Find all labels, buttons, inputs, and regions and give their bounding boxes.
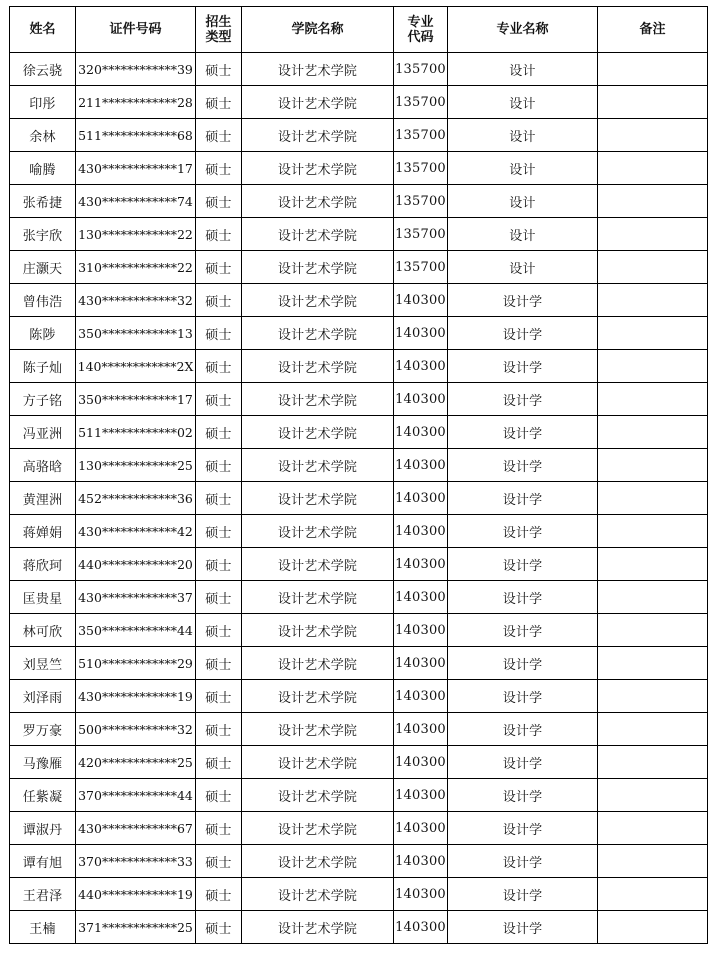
cell-name: 张宇欣 xyxy=(10,218,76,251)
cell-major-code: 140300 xyxy=(394,416,448,449)
cell-name: 刘昱竺 xyxy=(10,647,76,680)
cell-major-name: 设计学 xyxy=(448,284,598,317)
table-row xyxy=(10,185,708,218)
cell-remark xyxy=(598,548,708,581)
admission-list-sheet xyxy=(9,6,708,944)
header-remark: 备注 xyxy=(598,7,708,53)
cell-college: 设计艺术学院 xyxy=(242,449,394,482)
cell-name: 蒋欣珂 xyxy=(10,548,76,581)
cell-college: 设计艺术学院 xyxy=(242,185,394,218)
cell-remark xyxy=(598,284,708,317)
cell-enroll-type: 硕士 xyxy=(196,119,242,152)
cell-major-name: 设计学 xyxy=(448,317,598,350)
cell-remark xyxy=(598,614,708,647)
cell-major-code: 135700 xyxy=(394,251,448,284)
cell-college: 设计艺术学院 xyxy=(242,152,394,185)
cell-name: 蒋婵娟 xyxy=(10,515,76,548)
cell-college: 设计艺术学院 xyxy=(242,350,394,383)
cell-college: 设计艺术学院 xyxy=(242,515,394,548)
cell-college: 设计艺术学院 xyxy=(242,845,394,878)
cell-remark xyxy=(598,218,708,251)
table-row xyxy=(10,317,708,350)
cell-enroll-type: 硕士 xyxy=(196,53,242,86)
cell-major-name: 设计学 xyxy=(448,548,598,581)
cell-major-code: 140300 xyxy=(394,911,448,944)
table-row xyxy=(10,647,708,680)
cell-enroll-type: 硕士 xyxy=(196,713,242,746)
table-row xyxy=(10,911,708,944)
cell-id-number: 130************22 xyxy=(76,218,196,251)
cell-id-number: 370************33 xyxy=(76,845,196,878)
cell-name: 陈子灿 xyxy=(10,350,76,383)
table-row xyxy=(10,53,708,86)
cell-major-code: 135700 xyxy=(394,86,448,119)
table-row xyxy=(10,119,708,152)
cell-college: 设计艺术学院 xyxy=(242,911,394,944)
cell-major-name: 设计学 xyxy=(448,746,598,779)
cell-id-number: 420************25 xyxy=(76,746,196,779)
cell-major-name: 设计学 xyxy=(448,779,598,812)
cell-name: 刘泽雨 xyxy=(10,680,76,713)
cell-remark xyxy=(598,185,708,218)
cell-major-name: 设计学 xyxy=(448,845,598,878)
cell-enroll-type: 硕士 xyxy=(196,284,242,317)
cell-enroll-type: 硕士 xyxy=(196,482,242,515)
cell-major-name: 设计 xyxy=(448,185,598,218)
cell-name: 王君泽 xyxy=(10,878,76,911)
cell-id-number: 440************19 xyxy=(76,878,196,911)
cell-name: 曾伟浩 xyxy=(10,284,76,317)
cell-remark xyxy=(598,350,708,383)
cell-enroll-type: 硕士 xyxy=(196,614,242,647)
cell-enroll-type: 硕士 xyxy=(196,251,242,284)
cell-name: 马豫雁 xyxy=(10,746,76,779)
cell-major-code: 140300 xyxy=(394,812,448,845)
cell-major-code: 140300 xyxy=(394,581,448,614)
cell-college: 设计艺术学院 xyxy=(242,251,394,284)
cell-college: 设计艺术学院 xyxy=(242,713,394,746)
cell-remark xyxy=(598,416,708,449)
cell-major-code: 140300 xyxy=(394,779,448,812)
cell-id-number: 350************13 xyxy=(76,317,196,350)
cell-major-code: 140300 xyxy=(394,449,448,482)
table-row xyxy=(10,878,708,911)
header-id-number: 证件号码 xyxy=(76,7,196,53)
cell-remark xyxy=(598,152,708,185)
table-row xyxy=(10,581,708,614)
cell-enroll-type: 硕士 xyxy=(196,878,242,911)
table-row xyxy=(10,482,708,515)
cell-remark xyxy=(598,647,708,680)
cell-major-name: 设计学 xyxy=(448,383,598,416)
cell-enroll-type: 硕士 xyxy=(196,218,242,251)
cell-enroll-type: 硕士 xyxy=(196,185,242,218)
table-row xyxy=(10,713,708,746)
header-enroll-type-label: 招生类型 xyxy=(205,14,232,45)
table-row xyxy=(10,845,708,878)
cell-major-code: 140300 xyxy=(394,878,448,911)
cell-name: 庄灏天 xyxy=(10,251,76,284)
table-row xyxy=(10,812,708,845)
cell-major-name: 设计学 xyxy=(448,680,598,713)
cell-enroll-type: 硕士 xyxy=(196,449,242,482)
cell-name: 王楠 xyxy=(10,911,76,944)
cell-enroll-type: 硕士 xyxy=(196,680,242,713)
cell-college: 设计艺术学院 xyxy=(242,812,394,845)
cell-college: 设计艺术学院 xyxy=(242,581,394,614)
cell-college: 设计艺术学院 xyxy=(242,119,394,152)
cell-college: 设计艺术学院 xyxy=(242,284,394,317)
cell-major-name: 设计 xyxy=(448,53,598,86)
cell-name: 徐云骁 xyxy=(10,53,76,86)
header-major-code xyxy=(394,7,448,53)
cell-id-number: 510************29 xyxy=(76,647,196,680)
cell-enroll-type: 硕士 xyxy=(196,779,242,812)
header-major-code-label: 专业代码 xyxy=(407,14,434,45)
cell-enroll-type: 硕士 xyxy=(196,911,242,944)
cell-major-code: 140300 xyxy=(394,713,448,746)
table-header xyxy=(10,7,708,53)
cell-remark xyxy=(598,317,708,350)
table-row xyxy=(10,515,708,548)
cell-id-number: 440************20 xyxy=(76,548,196,581)
cell-name: 黄浬洲 xyxy=(10,482,76,515)
cell-remark xyxy=(598,911,708,944)
cell-remark xyxy=(598,515,708,548)
cell-enroll-type: 硕士 xyxy=(196,845,242,878)
cell-name: 陈陟 xyxy=(10,317,76,350)
cell-remark xyxy=(598,449,708,482)
cell-remark xyxy=(598,251,708,284)
cell-major-code: 140300 xyxy=(394,284,448,317)
table-row xyxy=(10,548,708,581)
cell-college: 设计艺术学院 xyxy=(242,614,394,647)
cell-id-number: 320************39 xyxy=(76,53,196,86)
admission-table xyxy=(9,6,708,944)
cell-remark xyxy=(598,845,708,878)
cell-college: 设计艺术学院 xyxy=(242,779,394,812)
cell-name: 余林 xyxy=(10,119,76,152)
cell-name: 方子铭 xyxy=(10,383,76,416)
header-major-name: 专业名称 xyxy=(448,7,598,53)
cell-major-name: 设计 xyxy=(448,119,598,152)
header-name: 姓名 xyxy=(10,7,76,53)
cell-major-code: 140300 xyxy=(394,647,448,680)
cell-enroll-type: 硕士 xyxy=(196,350,242,383)
cell-enroll-type: 硕士 xyxy=(196,548,242,581)
header-row xyxy=(10,7,708,53)
cell-major-code: 135700 xyxy=(394,152,448,185)
table-row xyxy=(10,383,708,416)
table-row xyxy=(10,416,708,449)
cell-name: 冯亚洲 xyxy=(10,416,76,449)
cell-major-code: 140300 xyxy=(394,680,448,713)
cell-college: 设计艺术学院 xyxy=(242,746,394,779)
table-row xyxy=(10,284,708,317)
cell-id-number: 511************02 xyxy=(76,416,196,449)
cell-major-name: 设计学 xyxy=(448,482,598,515)
cell-major-name: 设计学 xyxy=(448,878,598,911)
table-row xyxy=(10,218,708,251)
cell-name: 高骆晗 xyxy=(10,449,76,482)
cell-id-number: 140************2X xyxy=(76,350,196,383)
cell-id-number: 430************19 xyxy=(76,680,196,713)
cell-enroll-type: 硕士 xyxy=(196,152,242,185)
cell-major-code: 140300 xyxy=(394,845,448,878)
cell-remark xyxy=(598,746,708,779)
cell-id-number: 371************25 xyxy=(76,911,196,944)
cell-name: 印彤 xyxy=(10,86,76,119)
cell-id-number: 430************32 xyxy=(76,284,196,317)
cell-college: 设计艺术学院 xyxy=(242,482,394,515)
cell-remark xyxy=(598,383,708,416)
cell-major-name: 设计学 xyxy=(448,515,598,548)
cell-remark xyxy=(598,713,708,746)
cell-remark xyxy=(598,53,708,86)
cell-enroll-type: 硕士 xyxy=(196,317,242,350)
cell-remark xyxy=(598,581,708,614)
cell-id-number: 430************17 xyxy=(76,152,196,185)
cell-major-name: 设计学 xyxy=(448,713,598,746)
cell-name: 任紫凝 xyxy=(10,779,76,812)
cell-id-number: 430************74 xyxy=(76,185,196,218)
cell-id-number: 350************17 xyxy=(76,383,196,416)
cell-college: 设计艺术学院 xyxy=(242,416,394,449)
cell-id-number: 211************28 xyxy=(76,86,196,119)
cell-major-name: 设计 xyxy=(448,86,598,119)
table-row xyxy=(10,779,708,812)
header-college: 学院名称 xyxy=(242,7,394,53)
cell-enroll-type: 硕士 xyxy=(196,746,242,779)
cell-major-name: 设计学 xyxy=(448,350,598,383)
cell-name: 喻腾 xyxy=(10,152,76,185)
cell-id-number: 430************67 xyxy=(76,812,196,845)
cell-major-code: 140300 xyxy=(394,482,448,515)
cell-major-code: 140300 xyxy=(394,350,448,383)
cell-college: 设计艺术学院 xyxy=(242,317,394,350)
cell-major-name: 设计学 xyxy=(448,614,598,647)
cell-major-name: 设计学 xyxy=(448,812,598,845)
cell-enroll-type: 硕士 xyxy=(196,812,242,845)
cell-id-number: 430************42 xyxy=(76,515,196,548)
cell-name: 张希捷 xyxy=(10,185,76,218)
cell-id-number: 452************36 xyxy=(76,482,196,515)
cell-remark xyxy=(598,779,708,812)
cell-id-number: 370************44 xyxy=(76,779,196,812)
cell-college: 设计艺术学院 xyxy=(242,53,394,86)
cell-name: 罗万豪 xyxy=(10,713,76,746)
cell-major-name: 设计 xyxy=(448,218,598,251)
cell-major-code: 135700 xyxy=(394,185,448,218)
cell-remark xyxy=(598,119,708,152)
cell-college: 设计艺术学院 xyxy=(242,86,394,119)
cell-college: 设计艺术学院 xyxy=(242,680,394,713)
table-row xyxy=(10,746,708,779)
cell-enroll-type: 硕士 xyxy=(196,383,242,416)
table-row xyxy=(10,449,708,482)
cell-major-code: 135700 xyxy=(394,119,448,152)
table-body xyxy=(10,53,708,944)
cell-major-code: 140300 xyxy=(394,383,448,416)
cell-major-code: 140300 xyxy=(394,515,448,548)
cell-enroll-type: 硕士 xyxy=(196,581,242,614)
cell-remark xyxy=(598,812,708,845)
table-row xyxy=(10,86,708,119)
cell-major-name: 设计学 xyxy=(448,581,598,614)
header-enroll-type xyxy=(196,7,242,53)
table-row xyxy=(10,152,708,185)
cell-name: 林可欣 xyxy=(10,614,76,647)
cell-major-code: 140300 xyxy=(394,746,448,779)
cell-college: 设计艺术学院 xyxy=(242,383,394,416)
cell-college: 设计艺术学院 xyxy=(242,878,394,911)
table-row xyxy=(10,614,708,647)
cell-remark xyxy=(598,680,708,713)
cell-id-number: 511************68 xyxy=(76,119,196,152)
cell-remark xyxy=(598,86,708,119)
cell-id-number: 130************25 xyxy=(76,449,196,482)
table-row xyxy=(10,251,708,284)
cell-enroll-type: 硕士 xyxy=(196,86,242,119)
cell-enroll-type: 硕士 xyxy=(196,647,242,680)
cell-major-name: 设计 xyxy=(448,152,598,185)
cell-major-code: 140300 xyxy=(394,317,448,350)
cell-id-number: 500************32 xyxy=(76,713,196,746)
cell-major-code: 135700 xyxy=(394,53,448,86)
cell-major-name: 设计学 xyxy=(448,911,598,944)
cell-major-code: 140300 xyxy=(394,614,448,647)
table-row xyxy=(10,350,708,383)
cell-enroll-type: 硕士 xyxy=(196,515,242,548)
cell-name: 谭有旭 xyxy=(10,845,76,878)
cell-major-name: 设计学 xyxy=(448,449,598,482)
cell-remark xyxy=(598,878,708,911)
cell-id-number: 310************22 xyxy=(76,251,196,284)
cell-id-number: 350************44 xyxy=(76,614,196,647)
cell-enroll-type: 硕士 xyxy=(196,416,242,449)
cell-college: 设计艺术学院 xyxy=(242,647,394,680)
cell-major-name: 设计学 xyxy=(448,416,598,449)
cell-remark xyxy=(598,482,708,515)
cell-major-code: 135700 xyxy=(394,218,448,251)
cell-college: 设计艺术学院 xyxy=(242,548,394,581)
cell-major-name: 设计 xyxy=(448,251,598,284)
cell-major-name: 设计学 xyxy=(448,647,598,680)
table-row xyxy=(10,680,708,713)
cell-major-code: 140300 xyxy=(394,548,448,581)
cell-name: 匡贵星 xyxy=(10,581,76,614)
cell-id-number: 430************37 xyxy=(76,581,196,614)
cell-name: 谭淑丹 xyxy=(10,812,76,845)
cell-college: 设计艺术学院 xyxy=(242,218,394,251)
